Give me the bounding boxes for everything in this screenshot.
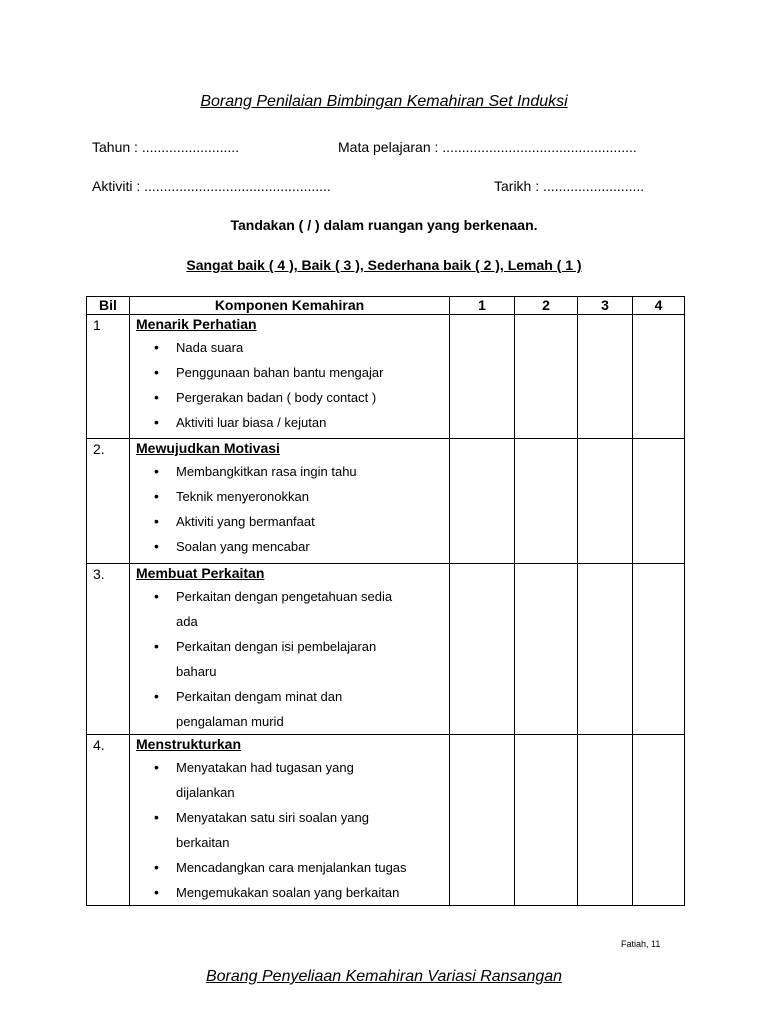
component-heading: Mewujudkan Motivasi — [136, 440, 280, 456]
next-form-title: Borang Penyeliaan Kemahiran Variasi Ransangan — [205, 968, 563, 985]
list-item: • Aktiviti yang bermanfaat — [130, 509, 449, 534]
component-cell — [130, 564, 450, 735]
header-bil: Bil — [87, 297, 130, 315]
component-cell — [130, 439, 450, 564]
score-cell-3[interactable] — [578, 735, 633, 906]
header-score-2: 2 — [515, 297, 578, 315]
list-item: • Perkaitan dengan isi pembelajaran baharu — [130, 634, 409, 684]
page-title: Borang Penilaian Bimbingan Kemahiran Set Induksi — [200, 93, 568, 110]
score-cell-3[interactable] — [578, 564, 633, 735]
mata-pelajaran-field: Mata pelajaran : .................................................. — [338, 139, 637, 155]
component-list — [130, 752, 449, 905]
score-cell-3[interactable] — [578, 315, 633, 439]
list-item: • Menyatakan had tugasan yang dijalankan — [130, 755, 409, 805]
header-score-1: 1 — [450, 297, 515, 315]
row-number: 1 — [87, 315, 130, 439]
list-item: • Nada suara — [130, 335, 449, 360]
tarikh-field: Tarikh : .......................... — [494, 178, 645, 194]
score-cell-2[interactable] — [515, 315, 578, 439]
list-item: • Mencadangkan cara menjalankan tugas — [130, 855, 409, 880]
list-item: • Mengemukakan soalan yang berkaitan — [130, 880, 409, 905]
component-list — [130, 332, 449, 435]
assessment-table — [86, 296, 685, 906]
component-list — [130, 581, 449, 734]
table-header-row — [87, 297, 685, 315]
component-heading: Membuat Perkaitan — [136, 565, 265, 581]
header-komponen: Komponen Kemahiran — [130, 297, 450, 315]
row-number: 2. — [87, 439, 130, 564]
score-cell-4[interactable] — [633, 564, 685, 735]
score-cell-1[interactable] — [450, 315, 515, 439]
footnote: Fatiah, 11 — [621, 939, 661, 949]
score-cell-4[interactable] — [633, 735, 685, 906]
table-row — [87, 439, 685, 564]
list-item: • Aktiviti luar biasa / kejutan — [130, 410, 449, 435]
score-cell-1[interactable] — [450, 564, 515, 735]
list-item: • Pergerakan badan ( body contact ) — [130, 385, 449, 410]
component-list — [130, 456, 449, 559]
score-cell-1[interactable] — [450, 735, 515, 906]
component-heading: Menarik Perhatian — [136, 316, 257, 332]
list-item: • Penggunaan bahan bantu mengajar — [130, 360, 449, 385]
score-cell-2[interactable] — [515, 564, 578, 735]
score-cell-4[interactable] — [633, 439, 685, 564]
component-heading: Menstrukturkan — [136, 736, 242, 752]
score-cell-3[interactable] — [578, 439, 633, 564]
component-cell — [130, 315, 450, 439]
list-item: • Teknik menyeronokkan — [130, 484, 449, 509]
score-cell-4[interactable] — [633, 315, 685, 439]
score-cell-1[interactable] — [450, 439, 515, 564]
list-item: • Perkaitan dengan pengetahuan sedia ada — [130, 584, 409, 634]
table-row — [87, 735, 685, 906]
tahun-field: Tahun : ......................... — [92, 139, 240, 155]
component-cell — [130, 735, 450, 906]
table-row — [87, 564, 685, 735]
score-cell-2[interactable] — [515, 735, 578, 906]
rating-scale: Sangat baik ( 4 ), Baik ( 3 ), Sederhana baik ( 2 ), Lemah ( 1 ) — [186, 257, 582, 273]
list-item: • Perkaitan dengam minat dan pengalaman murid — [130, 684, 409, 734]
row-number: 3. — [87, 564, 130, 735]
row-number: 4. — [87, 735, 130, 906]
list-item: • Membangkitkan rasa ingin tahu — [130, 459, 449, 484]
score-cell-2[interactable] — [515, 439, 578, 564]
table-row — [87, 315, 685, 439]
header-score-3: 3 — [578, 297, 633, 315]
list-item: • Menyatakan satu siri soalan yang berkaitan — [130, 805, 409, 855]
list-item: • Soalan yang mencabar — [130, 534, 449, 559]
aktiviti-field: Aktiviti : ................................................ — [92, 178, 331, 194]
header-score-4: 4 — [633, 297, 685, 315]
instruction-text: Tandakan ( / ) dalam ruangan yang berkenaan. — [230, 217, 538, 233]
